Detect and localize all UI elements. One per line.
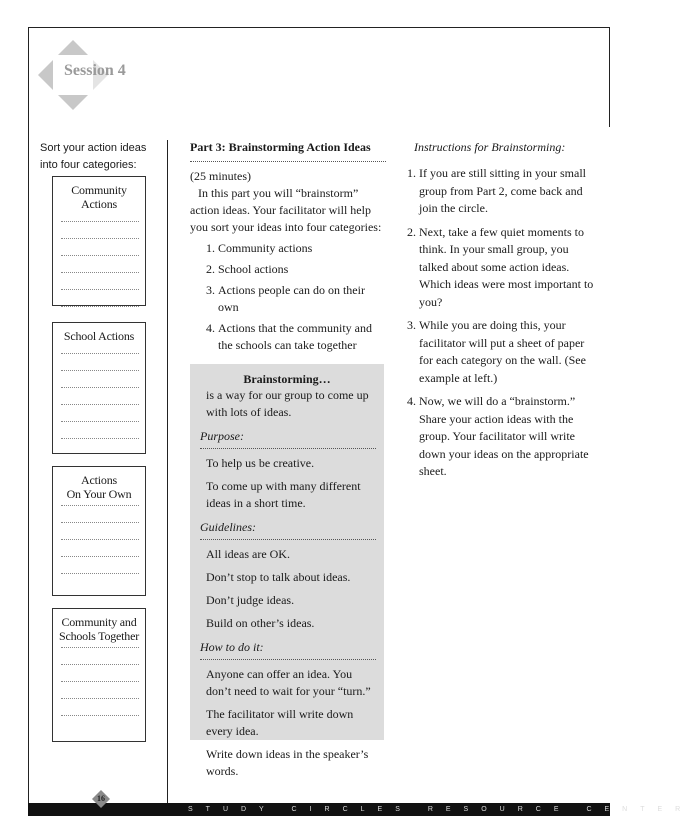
part3-section <box>190 140 386 358</box>
column-divider <box>167 140 168 803</box>
guideline-item: All ideas are OK. <box>206 547 290 561</box>
frame-right-rule <box>609 27 610 127</box>
guideline-item: Don’t stop to talk about ideas. <box>206 570 351 584</box>
part3-intro: In this part you will “brainstorm” action ideas. Your facilitator will help you sort your ideas into four categories: <box>190 186 382 234</box>
howto-item: Anyone can offer an idea. You don’t need to wait for your “turn.” <box>206 667 371 698</box>
session-title: Session 4 <box>64 62 126 79</box>
purpose-item: To come up with many different ideas in a short time. <box>206 479 361 510</box>
instructions-list <box>400 165 600 481</box>
box-title: Brainstorming… <box>243 372 331 386</box>
list-item: 3. Actions people can do on their own <box>218 282 386 316</box>
page-number-text: 16 <box>97 794 105 803</box>
sheet-scribbles <box>61 221 139 308</box>
sheet-school-actions <box>52 322 146 454</box>
sheet-scribbles <box>61 353 139 440</box>
dotted-rule <box>200 659 376 660</box>
sort-intro: Sort your action ideas into four categories: <box>40 142 147 171</box>
howto-item: Write down ideas in the speaker’s words. <box>206 747 369 778</box>
list-item: 2. Next, take a few quiet moments to think. In your small group, you talked about some action ideas. Which ideas were most important to you? <box>419 224 600 312</box>
list-item: 4. Now, we will do a “brainstorm.” Share your action ideas with the group. Your facilitator will write down your ideas on the appropriate sheet. <box>419 393 600 481</box>
list-item: 4. Actions that the community and the schools can take together <box>218 320 386 354</box>
page-number <box>92 790 110 808</box>
instructions-heading: Instructions for Brainstorming: <box>414 140 566 154</box>
sheet-title: Actions On Your Own <box>66 473 132 501</box>
part3-duration: (25 minutes) <box>190 169 251 183</box>
guideline-item: Don’t judge ideas. <box>206 593 295 607</box>
sheet-title: School Actions <box>63 329 135 343</box>
frame-top-rule <box>28 27 610 28</box>
list-item: 1. Community actions <box>218 240 386 257</box>
howto-item: The facilitator will write down every idea. <box>206 707 354 738</box>
instructions-section <box>400 140 600 487</box>
list-item: 2. School actions <box>218 261 386 278</box>
dotted-rule <box>200 448 376 449</box>
frame-left-rule <box>28 27 29 803</box>
sheet-scribbles <box>61 505 139 575</box>
box-definition: is a way for our group to come up with lots of ideas. <box>206 388 369 419</box>
purpose-label: Purpose: <box>200 429 244 443</box>
dotted-rule <box>190 161 386 162</box>
footer-text: STUDY CIRCLES RESOURCE CENTER <box>188 806 693 813</box>
sheet-title: Community Actions <box>71 183 127 211</box>
brainstorming-box <box>190 364 384 778</box>
list-item: 1. If you are still sitting in your small group from Part 2, come back and join the circle. <box>419 165 600 218</box>
sheet-scribbles <box>61 647 139 717</box>
purpose-item: To help us be creative. <box>206 456 315 470</box>
howto-label: How to do it: <box>200 640 264 654</box>
sheet-actions-on-your-own <box>52 466 146 596</box>
list-item: 3. While you are doing this, your facilitator will put a sheet of paper for each category on the wall. (See example at left.) <box>419 317 600 387</box>
category-list <box>190 240 386 354</box>
sheet-community-actions <box>52 176 146 306</box>
guidelines-label: Guidelines: <box>200 520 256 534</box>
sheet-community-and-schools <box>52 608 146 742</box>
sheet-title: Community and Schools Together <box>58 615 140 643</box>
guideline-item: Build on other’s ideas. <box>206 616 315 630</box>
part3-heading: Part 3: Brainstorming Action Ideas <box>190 140 371 154</box>
dotted-rule <box>200 539 376 540</box>
